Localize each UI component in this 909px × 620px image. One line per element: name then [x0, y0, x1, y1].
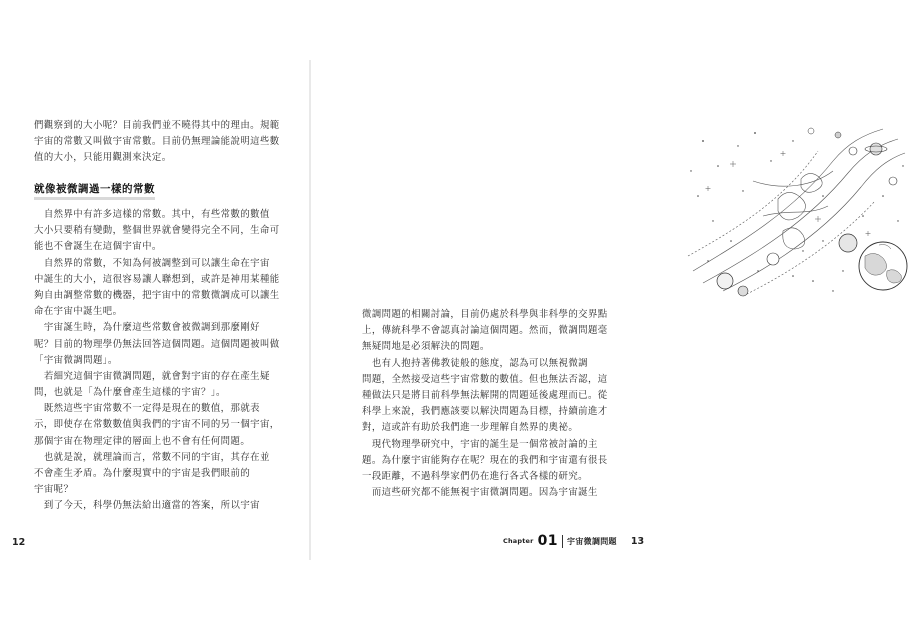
text-line: 值的大小，只能用觀測來決定。 — [34, 152, 172, 164]
text-line: 不會產生矛盾。為什麼現實中的宇宙是我們眼前的 — [34, 468, 251, 479]
text-line: 也有人抱持著佛教徒般的態度，認為可以無視微調 — [362, 357, 588, 369]
footer-divider — [562, 535, 563, 548]
text-line: 們觀察到的大小呢？目前我們並不曉得其中的理由。規範 — [34, 120, 280, 131]
text-line: 問題，全然接受這些宇宙常數的數值。但也無法否認，這 — [362, 373, 608, 385]
text-line: 能也不會誕生在這個宇宙中。 — [34, 241, 162, 253]
text-line: 宇宙誕生時，為什麼這些常數會被微調到那麼剛好 — [34, 322, 260, 334]
text-line: 宇宙呢？ — [34, 484, 74, 496]
chapter-label: Chapter — [503, 537, 534, 545]
text-line: 一段距離，不過科學家們仍在進行各式各樣的研究。 — [362, 470, 588, 482]
text-line: 自然界的常數，不知為何被調整到可以讓生命在宇宙 — [34, 257, 270, 269]
text-line: 示，即使存在常數數值與我們的宇宙不同的另一個宇宙， — [34, 419, 280, 431]
text-line: 既然這些宇宙常數不一定得是現在的數值，那就表 — [34, 403, 260, 415]
section-heading: 就像被微調過一樣的常數 — [34, 181, 155, 200]
text-line: 夠自由調整常數的機器，把宇宙中的常數微調成可以讓生 — [34, 289, 280, 301]
text-line: 而這些研究都不能無視宇宙微調問題。因為宇宙誕生 — [362, 487, 598, 499]
left-body-text — [34, 207, 280, 515]
intro-paragraph — [34, 118, 280, 167]
text-line: 問，也就是「為什麼會產生這樣的宇宙？」。 — [34, 387, 226, 399]
text-line: 若細究這個宇宙微調問題，就會對宇宙的存在產生疑 — [34, 370, 270, 382]
left-page — [0, 0, 309, 620]
text-line: 種做法只是將目前科學無法解開的問題延後處理而已。從 — [362, 389, 608, 401]
text-line: 也就是說，就理論而言，常數不同的宇宙，其存在並 — [34, 451, 270, 463]
chapter-footer — [503, 532, 644, 550]
chapter-number: 01 — [537, 533, 559, 549]
text-line: 命在宇宙中誕生吧。 — [34, 306, 123, 318]
text-line: 題。為什麼宇宙能夠存在呢？現在的我們和宇宙還有很長 — [362, 454, 608, 466]
text-line: 無疑問地是必須解決的問題。 — [362, 341, 490, 353]
text-line: 中誕生的大小，這很容易讓人聯想到，或許是神用某種能 — [34, 273, 280, 285]
text-line: 到了今天，科學仍無法給出適當的答案，所以宇宙 — [34, 500, 260, 512]
text-line: 微調問題的相關討論，目前仍處於科學與非科學的交界點 — [362, 309, 608, 320]
page-number-left: 12 — [12, 537, 26, 548]
cosmic-universe-illustration — [683, 121, 909, 299]
right-page — [311, 0, 620, 620]
planet-earth-icon — [859, 242, 907, 290]
text-line: 宇宙的常數又叫做宇宙常數。目前仍無理論能說明這些數 — [34, 136, 280, 148]
page-number-right: 13 — [630, 535, 645, 547]
chapter-title: 宇宙微調問題 — [567, 536, 617, 546]
text-line: 大小只要稍有變動，整個世界就會變得完全不同，生命可 — [34, 225, 280, 237]
text-line: 科學上來說，我們應該要以解決問題為目標，持續前進才 — [362, 406, 608, 418]
text-line: 呢？目前的物理學仍無法回答這個問題。這個問題被叫做 — [34, 338, 280, 350]
text-line: 「宇宙微調問題」。 — [34, 354, 118, 366]
text-line: 對，這或許有助於我們進一步理解自然界的奧祕。 — [362, 422, 579, 434]
right-body-text — [362, 307, 608, 501]
text-line: 那個宇宙在物理定律的層面上也不會有任何問題。 — [34, 435, 251, 447]
text-line: 上，傳統科學不會認真討論這個問題。然而，微調問題毫 — [362, 325, 608, 337]
text-line: 自然界中有許多這樣的常數。其中，有些常數的數值 — [34, 209, 270, 220]
text-line: 現代物理學研究中，宇宙的誕生是一個常被討論的主 — [362, 438, 598, 450]
